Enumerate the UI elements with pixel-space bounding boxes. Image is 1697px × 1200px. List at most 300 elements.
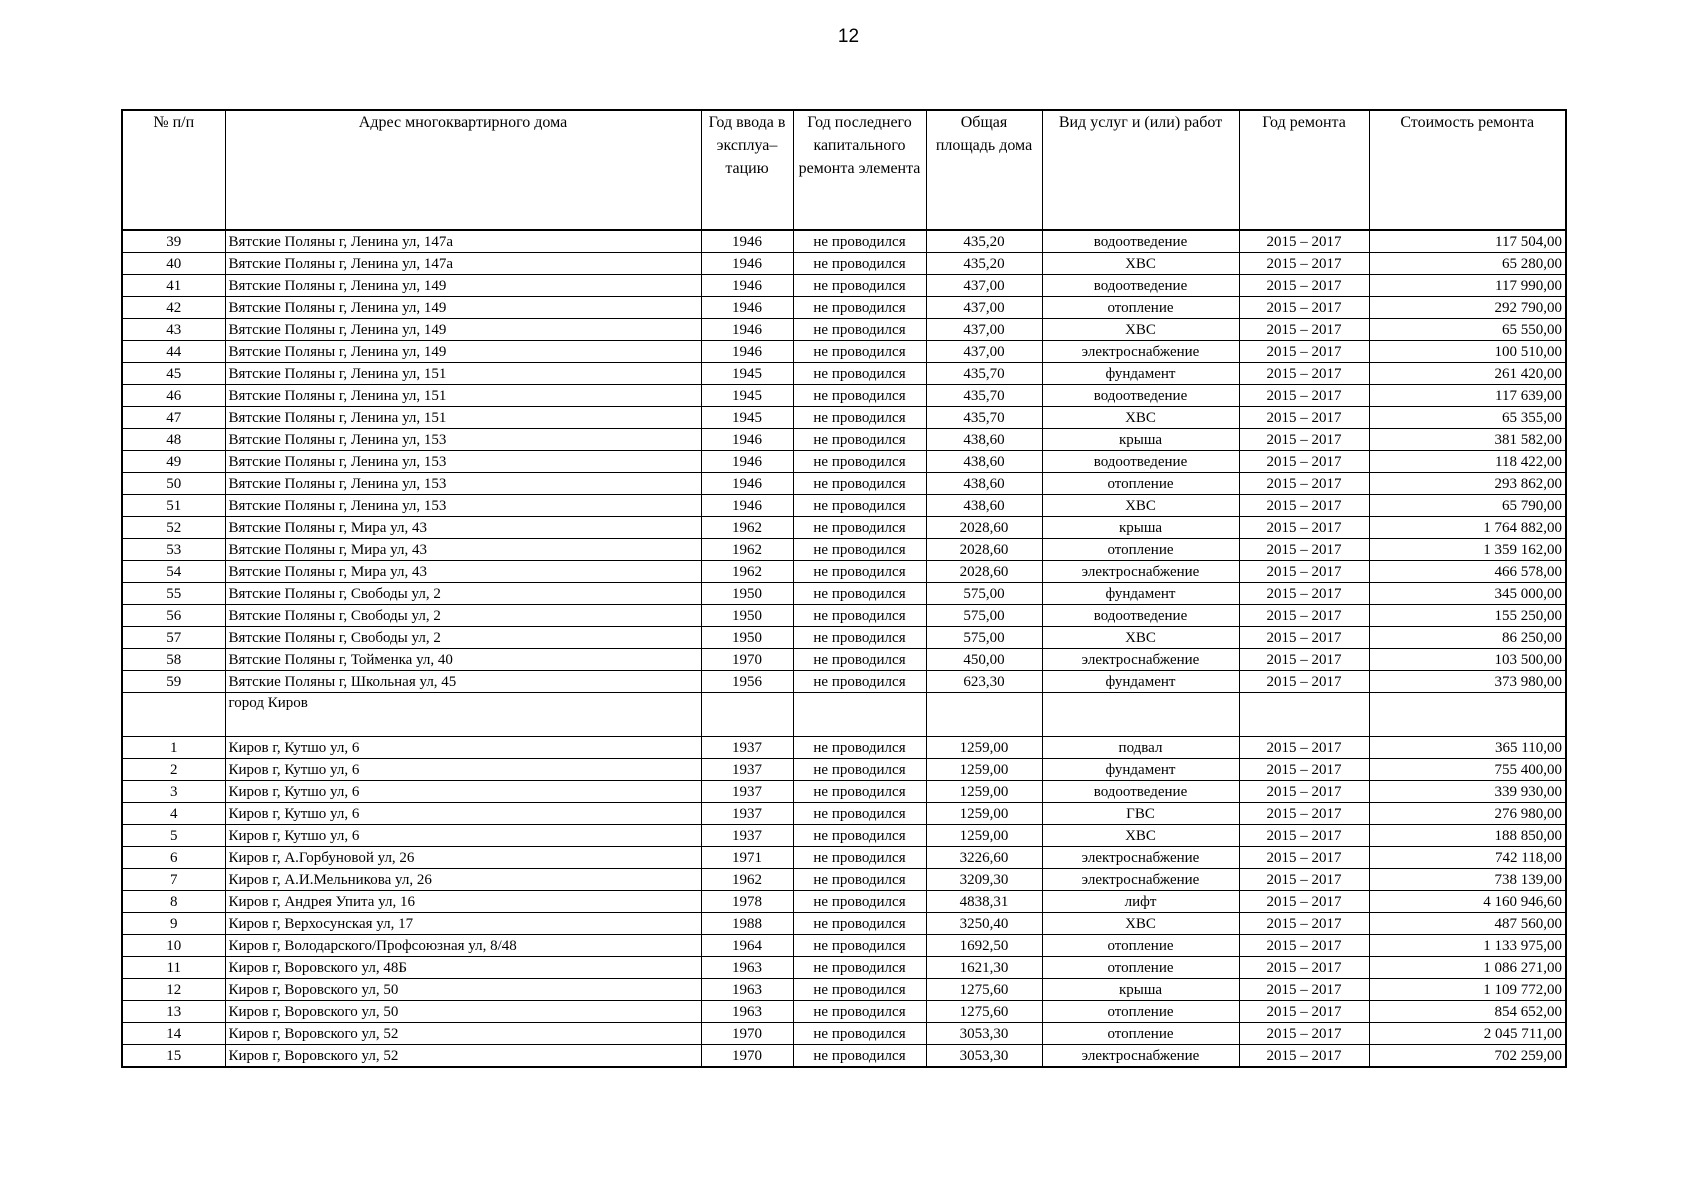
cell-service-type: водоотведение	[1042, 451, 1239, 473]
cell-number: 48	[122, 429, 225, 451]
cell-service-type: ХВС	[1042, 495, 1239, 517]
cell-last-repair: не проводился	[793, 935, 926, 957]
cell-address: Вятские Поляны г, Ленина ул, 149	[225, 297, 701, 319]
col-header-repair-year: Год ремонта	[1239, 110, 1369, 230]
cell-area: 1259,00	[926, 803, 1042, 825]
cell-year-built: 1946	[701, 253, 793, 275]
cell-last-repair: не проводился	[793, 1023, 926, 1045]
cell-repair-cost: 65 550,00	[1369, 319, 1566, 341]
section-title: город Киров	[225, 693, 701, 737]
table-row	[122, 230, 1566, 253]
cell-area: 3209,30	[926, 869, 1042, 891]
cell-area: 435,70	[926, 407, 1042, 429]
cell-year-built: 1937	[701, 737, 793, 759]
cell-number: 39	[122, 230, 225, 253]
cell-service-type: фундамент	[1042, 671, 1239, 693]
cell-repair-year: 2015 – 2017	[1239, 319, 1369, 341]
cell-repair-year: 2015 – 2017	[1239, 275, 1369, 297]
table-row	[122, 781, 1566, 803]
cell-address: Вятские Поляны г, Ленина ул, 149	[225, 319, 701, 341]
cell-repair-year: 2015 – 2017	[1239, 385, 1369, 407]
col-header-repair-cost: Стоимость ремонта	[1369, 110, 1566, 230]
cell-repair-year: 2015 – 2017	[1239, 363, 1369, 385]
page-number: 12	[837, 26, 860, 47]
cell-year-built: 1946	[701, 495, 793, 517]
cell-service-type: водоотведение	[1042, 385, 1239, 407]
cell-year-built: 1945	[701, 385, 793, 407]
cell-year-built: 1937	[701, 803, 793, 825]
cell-last-repair: не проводился	[793, 517, 926, 539]
cell-last-repair: не проводился	[793, 341, 926, 363]
cell-address: Вятские Поляны г, Мира ул, 43	[225, 561, 701, 583]
cell-address: Киров г, Кутшо ул, 6	[225, 803, 701, 825]
cell-service-type: ГВС	[1042, 803, 1239, 825]
cell-number: 57	[122, 627, 225, 649]
cell-repair-year: 2015 – 2017	[1239, 517, 1369, 539]
col-header-year-built: Год ввода в эксплуа–тацию	[701, 110, 793, 230]
cell-address: Киров г, Воровского ул, 52	[225, 1023, 701, 1045]
cell-last-repair: не проводился	[793, 605, 926, 627]
cell-number: 52	[122, 517, 225, 539]
cell-service-type: фундамент	[1042, 363, 1239, 385]
cell-area: 1275,60	[926, 1001, 1042, 1023]
cell-area: 623,30	[926, 671, 1042, 693]
cell-year-built: 1962	[701, 561, 793, 583]
cell-address: Вятские Поляны г, Школьная ул, 45	[225, 671, 701, 693]
cell-address: Вятские Поляны г, Свободы ул, 2	[225, 627, 701, 649]
cell-last-repair: не проводился	[793, 759, 926, 781]
cell-repair-year: 2015 – 2017	[1239, 473, 1369, 495]
header-row	[122, 110, 1566, 230]
empty-cell	[926, 693, 1042, 737]
cell-repair-year: 2015 – 2017	[1239, 495, 1369, 517]
cell-area: 3053,30	[926, 1045, 1042, 1068]
cell-year-built: 1962	[701, 869, 793, 891]
cell-service-type: водоотведение	[1042, 275, 1239, 297]
cell-service-type: ХВС	[1042, 319, 1239, 341]
cell-repair-year: 2015 – 2017	[1239, 605, 1369, 627]
cell-repair-year: 2015 – 2017	[1239, 407, 1369, 429]
table-row	[122, 275, 1566, 297]
cell-service-type: отопление	[1042, 297, 1239, 319]
cell-repair-cost: 4 160 946,60	[1369, 891, 1566, 913]
cell-service-type: электроснабжение	[1042, 869, 1239, 891]
cell-repair-cost: 293 862,00	[1369, 473, 1566, 495]
cell-area: 435,70	[926, 385, 1042, 407]
cell-service-type: крыша	[1042, 979, 1239, 1001]
cell-number: 46	[122, 385, 225, 407]
cell-year-built: 1970	[701, 1023, 793, 1045]
cell-last-repair: не проводился	[793, 253, 926, 275]
cell-area: 575,00	[926, 583, 1042, 605]
cell-last-repair: не проводился	[793, 913, 926, 935]
cell-repair-cost: 1 359 162,00	[1369, 539, 1566, 561]
cell-address: Вятские Поляны г, Ленина ул, 153	[225, 495, 701, 517]
table-row	[122, 517, 1566, 539]
cell-year-built: 1962	[701, 539, 793, 561]
cell-service-type: отопление	[1042, 1023, 1239, 1045]
cell-number: 11	[122, 957, 225, 979]
cell-address: Вятские Поляны г, Свободы ул, 2	[225, 583, 701, 605]
table-row	[122, 605, 1566, 627]
cell-area: 450,00	[926, 649, 1042, 671]
cell-area: 1621,30	[926, 957, 1042, 979]
cell-repair-cost: 2 045 711,00	[1369, 1023, 1566, 1045]
cell-service-type: электроснабжение	[1042, 561, 1239, 583]
cell-repair-year: 2015 – 2017	[1239, 451, 1369, 473]
cell-repair-year: 2015 – 2017	[1239, 627, 1369, 649]
table-row	[122, 407, 1566, 429]
cell-last-repair: не проводился	[793, 407, 926, 429]
cell-year-built: 1970	[701, 649, 793, 671]
table-row	[122, 737, 1566, 759]
table-row	[122, 1023, 1566, 1045]
cell-repair-cost: 742 118,00	[1369, 847, 1566, 869]
cell-service-type: ХВС	[1042, 913, 1239, 935]
cell-number: 6	[122, 847, 225, 869]
cell-repair-year: 2015 – 2017	[1239, 737, 1369, 759]
cell-address: Вятские Поляны г, Ленина ул, 151	[225, 385, 701, 407]
cell-repair-cost: 100 510,00	[1369, 341, 1566, 363]
cell-number: 42	[122, 297, 225, 319]
table-row	[122, 473, 1566, 495]
cell-number: 53	[122, 539, 225, 561]
cell-year-built: 1945	[701, 363, 793, 385]
cell-repair-year: 2015 – 2017	[1239, 649, 1369, 671]
cell-repair-cost: 276 980,00	[1369, 803, 1566, 825]
cell-repair-year: 2015 – 2017	[1239, 803, 1369, 825]
cell-area: 437,00	[926, 275, 1042, 297]
col-header-service-type: Вид услуг и (или) работ	[1042, 110, 1239, 230]
cell-number: 3	[122, 781, 225, 803]
cell-number: 15	[122, 1045, 225, 1068]
table-row	[122, 253, 1566, 275]
cell-area: 435,20	[926, 230, 1042, 253]
cell-last-repair: не проводился	[793, 583, 926, 605]
cell-last-repair: не проводился	[793, 649, 926, 671]
cell-address: Вятские Поляны г, Свободы ул, 2	[225, 605, 701, 627]
cell-last-repair: не проводился	[793, 1045, 926, 1068]
table-row	[122, 671, 1566, 693]
cell-last-repair: не проводился	[793, 495, 926, 517]
col-header-last-repair: Год последнего капитального ремонта элемента	[793, 110, 926, 230]
cell-last-repair: не проводился	[793, 803, 926, 825]
cell-last-repair: не проводился	[793, 781, 926, 803]
empty-cell	[701, 693, 793, 737]
empty-cell	[1239, 693, 1369, 737]
table-row	[122, 363, 1566, 385]
cell-year-built: 1964	[701, 935, 793, 957]
cell-area: 575,00	[926, 605, 1042, 627]
cell-repair-year: 2015 – 2017	[1239, 230, 1369, 253]
cell-address: Киров г, А.Горбуновой ул, 26	[225, 847, 701, 869]
cell-last-repair: не проводился	[793, 319, 926, 341]
cell-area: 1692,50	[926, 935, 1042, 957]
cell-address: Вятские Поляны г, Мира ул, 43	[225, 539, 701, 561]
cell-area: 3250,40	[926, 913, 1042, 935]
cell-repair-cost: 702 259,00	[1369, 1045, 1566, 1068]
table-row	[122, 341, 1566, 363]
cell-area: 1275,60	[926, 979, 1042, 1001]
cell-repair-cost: 86 250,00	[1369, 627, 1566, 649]
cell-number: 1	[122, 737, 225, 759]
cell-year-built: 1963	[701, 957, 793, 979]
cell-year-built: 1946	[701, 230, 793, 253]
cell-service-type: водоотведение	[1042, 781, 1239, 803]
cell-area: 437,00	[926, 297, 1042, 319]
cell-number: 59	[122, 671, 225, 693]
cell-repair-cost: 381 582,00	[1369, 429, 1566, 451]
cell-repair-year: 2015 – 2017	[1239, 1045, 1369, 1068]
table-row	[122, 935, 1566, 957]
cell-repair-cost: 345 000,00	[1369, 583, 1566, 605]
cell-number: 2	[122, 759, 225, 781]
cell-area: 438,60	[926, 429, 1042, 451]
cell-year-built: 1937	[701, 781, 793, 803]
cell-last-repair: не проводился	[793, 363, 926, 385]
cell-repair-year: 2015 – 2017	[1239, 253, 1369, 275]
table-row	[122, 847, 1566, 869]
empty-cell	[1042, 693, 1239, 737]
cell-last-repair: не проводился	[793, 230, 926, 253]
cell-repair-year: 2015 – 2017	[1239, 1001, 1369, 1023]
cell-service-type: электроснабжение	[1042, 341, 1239, 363]
cell-address: Киров г, Кутшо ул, 6	[225, 737, 701, 759]
table-row	[122, 869, 1566, 891]
cell-service-type: электроснабжение	[1042, 847, 1239, 869]
cell-area: 435,70	[926, 363, 1042, 385]
cell-year-built: 1950	[701, 583, 793, 605]
cell-number: 9	[122, 913, 225, 935]
cell-repair-cost: 292 790,00	[1369, 297, 1566, 319]
cell-last-repair: не проводился	[793, 869, 926, 891]
cell-year-built: 1946	[701, 275, 793, 297]
cell-number: 54	[122, 561, 225, 583]
cell-repair-cost: 365 110,00	[1369, 737, 1566, 759]
cell-number: 47	[122, 407, 225, 429]
cell-year-built: 1937	[701, 759, 793, 781]
cell-repair-year: 2015 – 2017	[1239, 539, 1369, 561]
cell-repair-cost: 65 790,00	[1369, 495, 1566, 517]
cell-number: 5	[122, 825, 225, 847]
cell-address: Вятские Поляны г, Ленина ул, 147а	[225, 230, 701, 253]
cell-repair-year: 2015 – 2017	[1239, 561, 1369, 583]
cell-area: 1259,00	[926, 825, 1042, 847]
cell-number: 40	[122, 253, 225, 275]
cell-address: Киров г, Володарского/Профсоюзная ул, 8/48	[225, 935, 701, 957]
cell-address: Киров г, Андрея Упита ул, 16	[225, 891, 701, 913]
cell-last-repair: не проводился	[793, 671, 926, 693]
cell-last-repair: не проводился	[793, 979, 926, 1001]
cell-repair-year: 2015 – 2017	[1239, 1023, 1369, 1045]
cell-repair-year: 2015 – 2017	[1239, 781, 1369, 803]
cell-service-type: отопление	[1042, 539, 1239, 561]
cell-repair-cost: 854 652,00	[1369, 1001, 1566, 1023]
cell-number: 50	[122, 473, 225, 495]
cell-address: Киров г, Воровского ул, 50	[225, 1001, 701, 1023]
cell-last-repair: не проводился	[793, 891, 926, 913]
cell-area: 2028,60	[926, 517, 1042, 539]
table-row	[122, 913, 1566, 935]
cell-area: 438,60	[926, 451, 1042, 473]
empty-cell	[793, 693, 926, 737]
table-row	[122, 979, 1566, 1001]
table-row	[122, 495, 1566, 517]
cell-area: 575,00	[926, 627, 1042, 649]
cell-address: Киров г, Верхосунская ул, 17	[225, 913, 701, 935]
cell-service-type: крыша	[1042, 429, 1239, 451]
cell-year-built: 1963	[701, 979, 793, 1001]
cell-number: 7	[122, 869, 225, 891]
cell-area: 3053,30	[926, 1023, 1042, 1045]
cell-repair-year: 2015 – 2017	[1239, 935, 1369, 957]
cell-repair-year: 2015 – 2017	[1239, 847, 1369, 869]
cell-repair-year: 2015 – 2017	[1239, 583, 1369, 605]
cell-number: 58	[122, 649, 225, 671]
cell-address: Вятские Поляны г, Мира ул, 43	[225, 517, 701, 539]
cell-year-built: 1963	[701, 1001, 793, 1023]
cell-repair-cost: 117 504,00	[1369, 230, 1566, 253]
cell-repair-year: 2015 – 2017	[1239, 759, 1369, 781]
table-row	[122, 583, 1566, 605]
table-row	[122, 825, 1566, 847]
cell-repair-cost: 1 086 271,00	[1369, 957, 1566, 979]
cell-year-built: 1970	[701, 1045, 793, 1068]
cell-number: 12	[122, 979, 225, 1001]
cell-repair-year: 2015 – 2017	[1239, 341, 1369, 363]
table-row	[122, 297, 1566, 319]
table-row	[122, 649, 1566, 671]
cell-last-repair: не проводился	[793, 561, 926, 583]
cell-address: Вятские Поляны г, Ленина ул, 153	[225, 451, 701, 473]
cell-year-built: 1950	[701, 627, 793, 649]
col-header-area: Общая площадь дома	[926, 110, 1042, 230]
cell-year-built: 1946	[701, 451, 793, 473]
cell-repair-year: 2015 – 2017	[1239, 957, 1369, 979]
cell-area: 437,00	[926, 319, 1042, 341]
cell-area: 3226,60	[926, 847, 1042, 869]
cell-service-type: ХВС	[1042, 627, 1239, 649]
cell-service-type: лифт	[1042, 891, 1239, 913]
table-row	[122, 803, 1566, 825]
cell-repair-year: 2015 – 2017	[1239, 891, 1369, 913]
cell-last-repair: не проводился	[793, 825, 926, 847]
table-row	[122, 627, 1566, 649]
cell-area: 2028,60	[926, 561, 1042, 583]
cell-service-type: отопление	[1042, 935, 1239, 957]
cell-area: 437,00	[926, 341, 1042, 363]
cell-repair-cost: 155 250,00	[1369, 605, 1566, 627]
cell-last-repair: не проводился	[793, 539, 926, 561]
cell-year-built: 1971	[701, 847, 793, 869]
cell-last-repair: не проводился	[793, 737, 926, 759]
cell-last-repair: не проводился	[793, 1001, 926, 1023]
cell-year-built: 1950	[701, 605, 793, 627]
cell-number: 51	[122, 495, 225, 517]
table-row	[122, 891, 1566, 913]
cell-repair-cost: 1 109 772,00	[1369, 979, 1566, 1001]
cell-service-type: фундамент	[1042, 759, 1239, 781]
cell-service-type: крыша	[1042, 517, 1239, 539]
cell-repair-cost: 188 850,00	[1369, 825, 1566, 847]
cell-repair-cost: 118 422,00	[1369, 451, 1566, 473]
cell-number: 13	[122, 1001, 225, 1023]
cell-last-repair: не проводился	[793, 275, 926, 297]
cell-number: 56	[122, 605, 225, 627]
cell-year-built: 1956	[701, 671, 793, 693]
cell-address: Киров г, Воровского ул, 50	[225, 979, 701, 1001]
cell-repair-year: 2015 – 2017	[1239, 671, 1369, 693]
cell-service-type: электроснабжение	[1042, 1045, 1239, 1068]
cell-repair-year: 2015 – 2017	[1239, 979, 1369, 1001]
col-header-address: Адрес многоквартирного дома	[225, 110, 701, 230]
cell-address: Вятские Поляны г, Ленина ул, 147а	[225, 253, 701, 275]
cell-year-built: 1946	[701, 297, 793, 319]
cell-address: Киров г, А.И.Мельникова ул, 26	[225, 869, 701, 891]
cell-number: 49	[122, 451, 225, 473]
cell-area: 438,60	[926, 495, 1042, 517]
cell-repair-cost: 65 355,00	[1369, 407, 1566, 429]
cell-service-type: электроснабжение	[1042, 649, 1239, 671]
cell-repair-cost: 339 930,00	[1369, 781, 1566, 803]
cell-repair-year: 2015 – 2017	[1239, 869, 1369, 891]
cell-number: 45	[122, 363, 225, 385]
cell-address: Киров г, Кутшо ул, 6	[225, 759, 701, 781]
table-row	[122, 451, 1566, 473]
cell-repair-cost: 1 764 882,00	[1369, 517, 1566, 539]
cell-number: 41	[122, 275, 225, 297]
cell-service-type: ХВС	[1042, 407, 1239, 429]
cell-service-type: отопление	[1042, 1001, 1239, 1023]
table-row	[122, 957, 1566, 979]
cell-service-type: водоотведение	[1042, 230, 1239, 253]
table-row	[122, 429, 1566, 451]
cell-service-type: ХВС	[1042, 825, 1239, 847]
cell-area: 438,60	[926, 473, 1042, 495]
cell-address: Вятские Поляны г, Ленина ул, 149	[225, 275, 701, 297]
cell-repair-cost: 117 639,00	[1369, 385, 1566, 407]
cell-year-built: 1946	[701, 341, 793, 363]
cell-address: Вятские Поляны г, Тойменка ул, 40	[225, 649, 701, 671]
cell-repair-cost: 487 560,00	[1369, 913, 1566, 935]
cell-area: 2028,60	[926, 539, 1042, 561]
table-row	[122, 1001, 1566, 1023]
cell-number: 44	[122, 341, 225, 363]
cell-repair-cost: 755 400,00	[1369, 759, 1566, 781]
cell-address: Киров г, Воровского ул, 48Б	[225, 957, 701, 979]
cell-service-type: подвал	[1042, 737, 1239, 759]
cell-address: Киров г, Кутшо ул, 6	[225, 781, 701, 803]
cell-last-repair: не проводился	[793, 451, 926, 473]
cell-service-type: водоотведение	[1042, 605, 1239, 627]
cell-year-built: 1945	[701, 407, 793, 429]
cell-repair-year: 2015 – 2017	[1239, 297, 1369, 319]
cell-year-built: 1978	[701, 891, 793, 913]
cell-last-repair: не проводился	[793, 473, 926, 495]
cell-address: Вятские Поляны г, Ленина ул, 151	[225, 407, 701, 429]
cell-repair-cost: 103 500,00	[1369, 649, 1566, 671]
empty-cell	[1369, 693, 1566, 737]
empty-cell	[122, 693, 225, 737]
cell-year-built: 1946	[701, 429, 793, 451]
repair-registry-table	[121, 109, 1567, 1068]
cell-last-repair: не проводился	[793, 957, 926, 979]
cell-number: 4	[122, 803, 225, 825]
cell-number: 55	[122, 583, 225, 605]
cell-repair-year: 2015 – 2017	[1239, 825, 1369, 847]
cell-number: 14	[122, 1023, 225, 1045]
cell-area: 1259,00	[926, 737, 1042, 759]
